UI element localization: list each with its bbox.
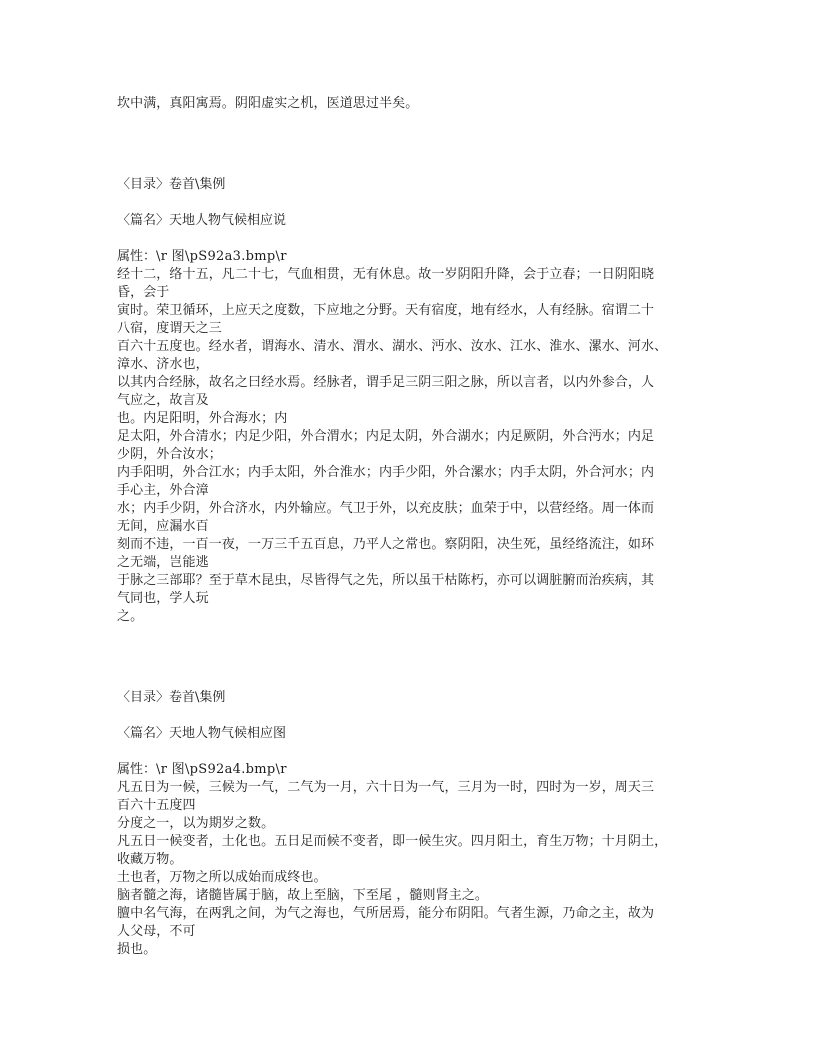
body-line: 手心主，外合漳: [117, 483, 209, 498]
blank-line: [117, 626, 701, 644]
body-line: 土也者，万物之所以成始而成终也。: [117, 870, 327, 885]
blank-line: [117, 113, 701, 131]
section-title-heading: 〈篇名〉天地人物气候相应图: [117, 726, 287, 741]
body-line: 寅时。荣卫循环，上应天之度数，下应地之分野。天有宿度，地有经水，人有经脉。宿谓二十: [117, 303, 655, 318]
attribute-value: \r 图\pS92a4.bmp\r: [156, 762, 287, 777]
body-line: 之无端，岂能逃: [117, 555, 209, 570]
body-line: 百六十五度也。经水者，谓海水、清水、渭水、湖水、沔水、汝水、江水、淮水、漯水、河水、: [117, 339, 668, 354]
body-line: 少阴，外合汝水；: [117, 447, 222, 462]
attribute-value: \r 图\pS92a3.bmp\r: [156, 249, 287, 264]
body-line: 八宿，度谓天之三: [117, 321, 222, 336]
body-line: 于脉之三部耶？至于草木昆虫，尽皆得气之先，所以虽干枯陈朽，亦可以调脏腑而治疾病，其: [117, 573, 655, 588]
blank-line: [117, 167, 701, 176]
body-line: 足太阳，外合清水；内足少阳，外合渭水；内足太阴，外合湖水；内足厥阴，外合沔水；内足: [117, 429, 655, 444]
catalog-heading: 〈目录〉卷首\集例: [117, 690, 226, 705]
body-line: 膻中名气海，在两乳之间，为气之海也，气所居焉，能分布阴阳。气者生源，乃命之主，故为: [117, 906, 655, 921]
blank-line: [117, 680, 701, 689]
body-line: 脑者髓之海，诸髓皆属于脑，故上至脑，下至尾 ，髓则肾主之。: [117, 888, 489, 903]
section-title-heading: 〈篇名〉天地人物气候相应说: [117, 213, 287, 228]
body-line: 刻而不违，一百一夜，一万三千五百息，乃平人之常也。察阴阳，决生死，虽经络流注，如环: [117, 537, 655, 552]
blank-line: [117, 743, 701, 761]
attribute-label: 属性：: [117, 762, 157, 777]
attribute-line: [117, 248, 701, 266]
document-section: [117, 176, 701, 626]
body-line: 昏，会于: [117, 285, 170, 300]
blank-line: [117, 230, 701, 248]
body-line: 气应之，故言及: [117, 393, 209, 408]
body-line: 漳水、济水也，: [117, 357, 209, 372]
attribute-line: [117, 761, 701, 779]
body-line: 内手阳明，外合江水；内手太阳，外合淮水；内手少阳，外合漯水；内手太阴，外合河水；内: [117, 465, 655, 480]
body-line: 百六十五度四: [117, 798, 196, 813]
blank-line: [117, 644, 701, 662]
body-line: 水；内手少阴，外合济水，内外输应。气卫于外，以充皮肤；血荣于中，以营经络。周一体而: [117, 501, 655, 516]
body-line: 之。: [117, 609, 144, 624]
body-line: 也。内足阳明，外合海水；内: [117, 411, 288, 426]
catalog-heading: 〈目录〉卷首\集例: [117, 177, 226, 192]
body-line: 分度之一，以为期岁之数。: [117, 816, 275, 831]
body-line: 损也。: [117, 942, 157, 957]
intro-paragraph: 坎中满，真阳寓焉。阴阳虚实之机，医道思过半矣。: [117, 96, 419, 111]
blank-line: [117, 131, 701, 149]
body-line: 收藏万物。: [117, 852, 183, 867]
body-line: 经十二，络十五，凡二十七，气血相贯，无有休息。故一岁阴阳升降，会于立春；一日阴阳晓: [117, 267, 655, 282]
attribute-label: 属性：: [117, 249, 157, 264]
body-line: 人父母，不可: [117, 924, 196, 939]
body-line: 以其内合经脉，故名之曰经水焉。经脉者，谓手足三阴三阳之脉，所以言者，以内外参合，人: [117, 375, 655, 390]
blank-line: [117, 662, 701, 680]
blank-line: [117, 707, 701, 725]
blank-line: [117, 194, 701, 212]
blank-line: [117, 149, 701, 167]
body-line: 无间，应漏水百: [117, 519, 209, 534]
body-line: 凡五日为一候，三候为一气，二气为一月，六十日为一气，三月为一时，四时为一岁，周天三: [117, 780, 655, 795]
body-line: 凡五日一候变者，土化也。五日足而候不变者，即一候生灾。四月阳土，育生万物；十月阴土，: [117, 834, 668, 849]
document-section: [117, 689, 701, 959]
body-line: 气同也，学人玩: [117, 591, 209, 606]
